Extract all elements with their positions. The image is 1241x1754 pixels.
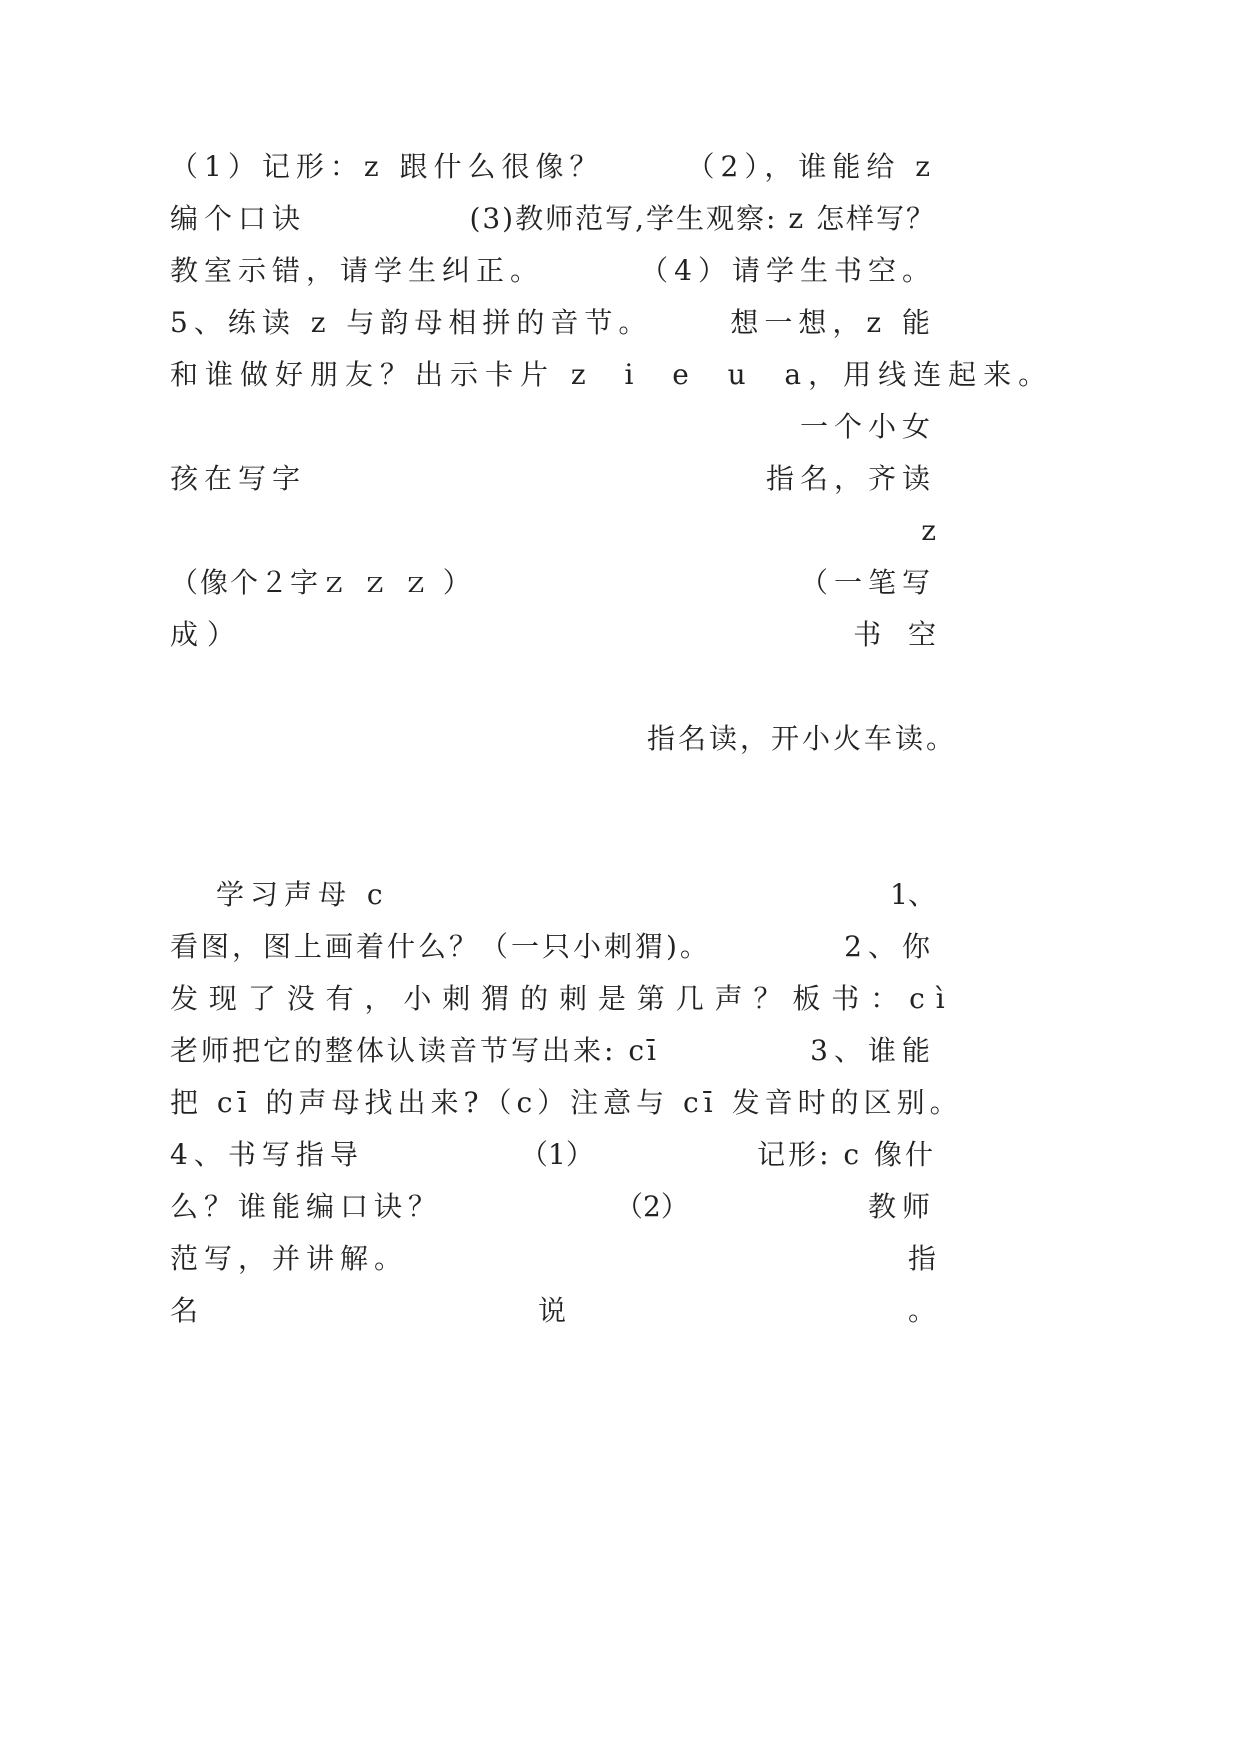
text-line: （像个２字ｚ ｚ ｚ ） <box>170 566 473 599</box>
text-line: 想一想，z 能 <box>730 306 936 339</box>
text-line: （4）请学生书空。 <box>640 254 936 287</box>
text-line: 记形: c 像什 <box>757 1138 936 1171</box>
text-line: 名 <box>170 1294 199 1327</box>
text-line: 教师 <box>867 1190 936 1223</box>
text-line: （1）记形：z 跟什么很像？ <box>170 150 604 183</box>
text-line: （2） <box>615 1190 689 1223</box>
text-line: 么？谁能编口诀？ <box>170 1190 443 1223</box>
text-line: 孩在写字 <box>170 462 307 495</box>
text-line: 一个小女 <box>799 410 936 443</box>
text-line: 3、谁能 <box>810 1034 936 1067</box>
text-line: 指 <box>907 1242 936 1275</box>
text-line: 编个口诀 <box>170 202 307 235</box>
text-line: (3)教师范写,学生观察: z 怎样写？ <box>469 202 936 235</box>
text-line: 成 ） <box>170 618 235 651</box>
text-line: 。 <box>907 1294 936 1327</box>
text-line: 把 cī 的声母找出来?（c）注意与 cī 发音时的区别。 <box>170 1086 963 1119</box>
text-line: （2），谁能给 z <box>686 150 936 183</box>
text-line: 2、你 <box>844 930 936 963</box>
text-line: 4、书写指导 <box>170 1138 364 1171</box>
text-line: 5、练读 z 与韵母相拼的音节。 <box>170 306 653 339</box>
text-line: 看图，图上画着什么？（一只小刺猬)。 <box>170 930 711 963</box>
section-heading: 学习声母 c <box>216 878 389 911</box>
text-line: （1） <box>520 1138 594 1171</box>
text-line: 书 空 <box>853 618 936 651</box>
text-line: （一笔写 <box>799 566 936 599</box>
text-line: z <box>921 514 936 547</box>
text-line: 指名读，开小火车读。 <box>646 722 957 755</box>
text-line: 和谁做好朋友？出示卡片 z i e u a，用线连起来。 <box>170 358 1054 391</box>
text-line: 指名，齐读 <box>765 462 936 495</box>
text-line: 教室示错，请学生纠正。 <box>170 254 545 287</box>
text-line: 范写，并讲解。 <box>170 1242 409 1275</box>
text-line: 发 现 了 没 有 ， 小 刺 猬 的 刺 是 第 几 声 ？ 板 书 ： c ì <box>170 982 946 1015</box>
text-line: 1、 <box>890 878 936 911</box>
text-line: 老师把它的整体认读音节写出来: cī <box>170 1034 659 1067</box>
text-line: 说 <box>538 1294 567 1327</box>
